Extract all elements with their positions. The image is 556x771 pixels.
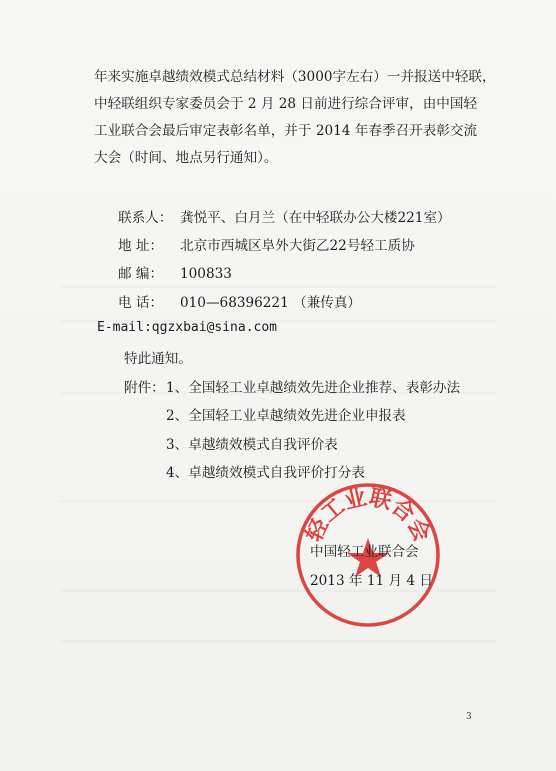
bleed-through-line <box>60 640 496 642</box>
contact-label: 邮 编： <box>118 266 164 282</box>
seal-text: 轻工业联合会 <box>301 485 435 546</box>
contact-value: 北京市西城区阜外大街乙22号轻工质协 <box>180 238 415 254</box>
contact-value: 100833 <box>180 266 232 282</box>
contact-label: 联系人： <box>118 210 173 226</box>
page-number: 3 <box>466 712 472 722</box>
body-line: 工业联合会最后审定表彰名单，并于 2014 年春季召开表彰交流 <box>94 123 478 139</box>
signature-org: 中国轻工业联合会 <box>310 544 419 560</box>
attachment-item: 2、全国轻工业卓越绩效先进企业申报表 <box>166 408 406 424</box>
contact-label: 地 址： <box>118 238 164 254</box>
bleed-through-line <box>60 286 496 288</box>
attachment-item: 4、卓越绩效模式自我评价打分表 <box>166 465 365 481</box>
contact-email: E-mail:qgzxbai@sina.com <box>97 320 278 335</box>
attachment-item: 1、全国轻工业卓越绩效先进企业推荐、表彰办法 <box>166 380 461 396</box>
contact-person <box>118 206 451 226</box>
attachment-item: 3、卓越绩效模式自我评价表 <box>166 437 338 453</box>
body-line: 中轻联组织专家委员会于 2 月 28 日前进行综合评审，由中国轻 <box>94 96 478 112</box>
contact-address <box>118 234 415 254</box>
attachments-label: 附件： <box>124 380 165 396</box>
body-paragraph <box>94 64 496 172</box>
notice-line: 特此通知。 <box>124 351 192 367</box>
contact-value: 龚悦平、白月兰（在中轻联办公大楼221室） <box>180 210 451 226</box>
contact-postcode <box>118 262 232 282</box>
signature-date: 2013 年 11 月 4 日 <box>310 573 433 589</box>
body-line: 年来实施卓越绩效模式总结材料（3000字左右）一并报送中轻联， <box>94 69 496 85</box>
contact-phone <box>118 291 361 311</box>
contact-label: 电 话： <box>118 295 164 311</box>
body-line: 大会（时间、地点另行通知）。 <box>94 150 278 166</box>
contact-value: 010—68396221 （兼传真） <box>180 295 362 311</box>
